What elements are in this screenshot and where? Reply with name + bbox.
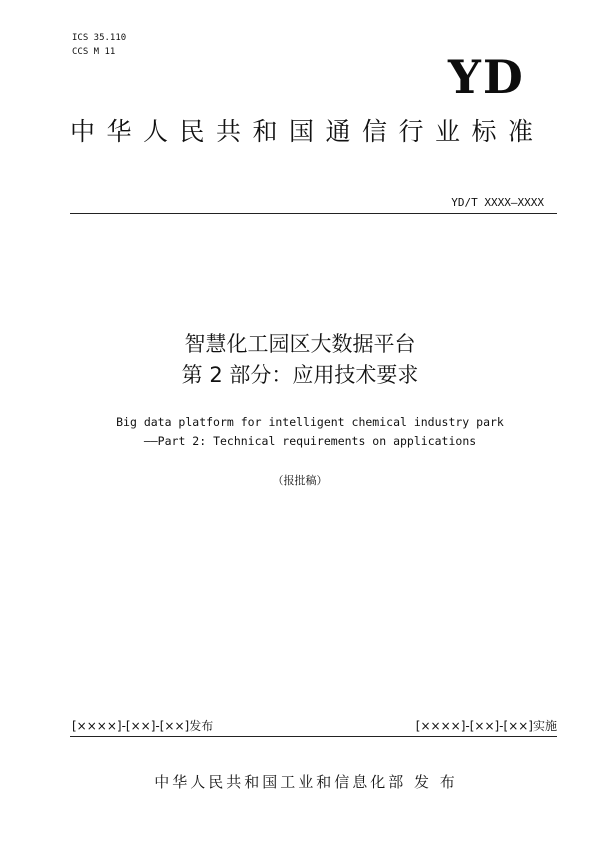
ics-code: ICS 35.110 (72, 33, 127, 43)
ccs-code: CCS M 11 (72, 47, 116, 57)
implementation-date: [××××]-[××]-[××]实施 (415, 719, 557, 733)
header-divider (70, 213, 557, 214)
title-en-line2: ——Part 2: Technical requirements on applications (143, 434, 477, 448)
draft-status: （报批稿） (272, 474, 328, 487)
title-en-line1: Big data platform for intelligent chemical industry park (116, 415, 504, 429)
standard-number: YD/T XXXX—XXXX (451, 196, 544, 209)
footer-divider (70, 736, 557, 737)
publisher: 中华人民共和国工业和信息化部 发 布 (154, 773, 458, 791)
standard-category-title: 中华人民共和国通信行业标准 (70, 117, 545, 146)
issue-date: [××××]-[××]-[××]发布 (72, 719, 214, 733)
yd-logo: YD (448, 50, 525, 104)
title-cn-line1: 智慧化工园区大数据平台 (184, 332, 416, 356)
title-cn-line2: 第 2 部分：应用技术要求 (181, 363, 419, 387)
classification-codes (72, 31, 126, 59)
